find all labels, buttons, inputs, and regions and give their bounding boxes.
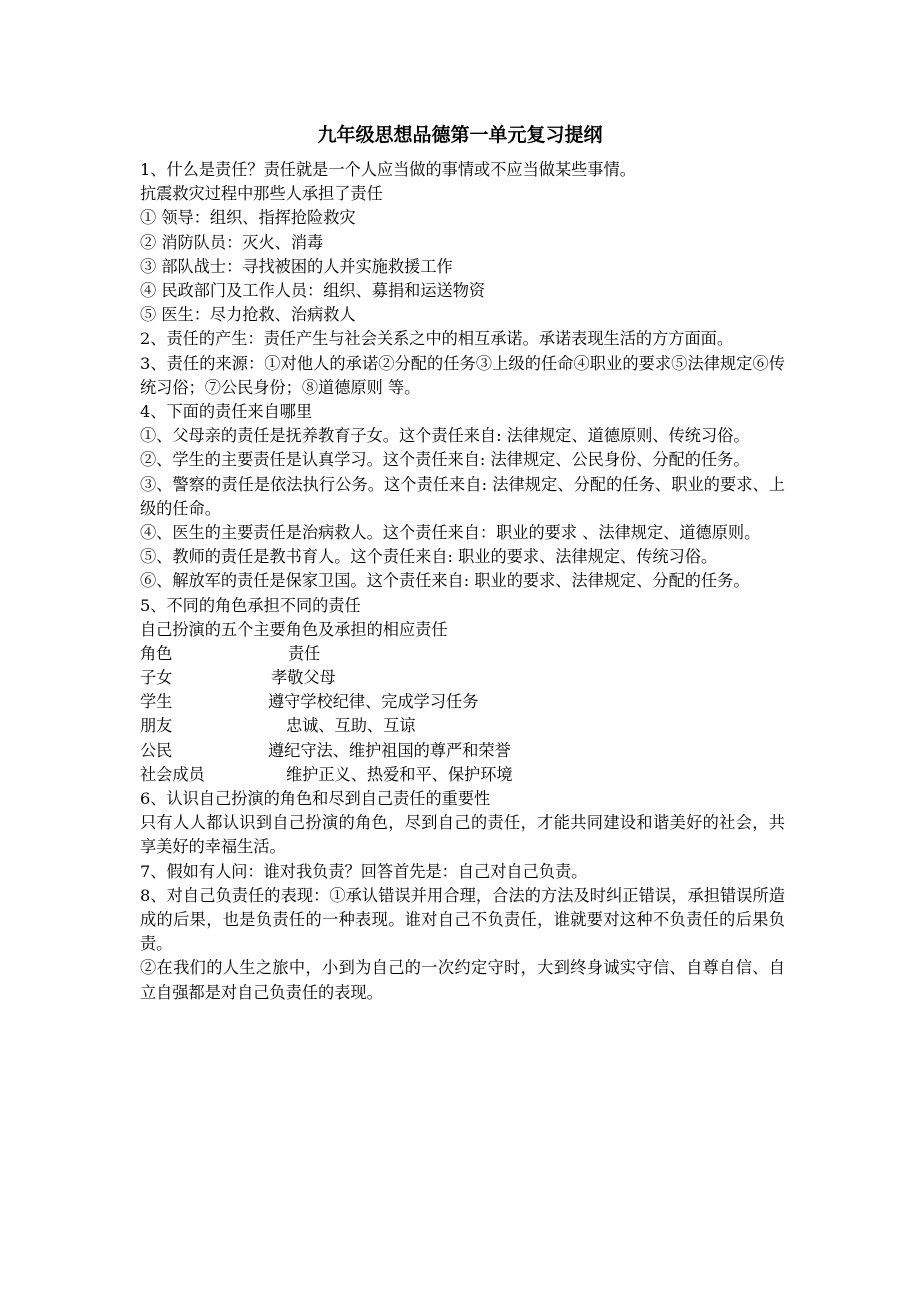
question-8-item: ②在我们的人生之旅中，小到为自己的一次约定守时，大到终身诚实守信、自尊自信、自立自强都是对自己负责任的表现。 xyxy=(140,958,785,1002)
question-4-item: ⑤、教师的责任是教书育人。这个责任来自: 职业的要求、法律规定、传统习俗。 xyxy=(140,547,718,567)
duty-cell: 遵纪守法、维护祖国的尊严和荣誉 xyxy=(268,740,511,760)
list-item: ③ 部队战士：寻找被困的人并实施救援工作 xyxy=(140,256,453,276)
question-4-item: ③、警察的责任是依法执行公务。这个责任来自: 法律规定、分配的任务、职业的要求、上级的任命。 xyxy=(140,474,785,518)
question-1: 1、什么是责任？责任就是一个人应当做的事情或不应当做某些事情。 xyxy=(140,160,636,179)
roles-header-row xyxy=(140,642,785,666)
table-row xyxy=(140,666,785,690)
table-row xyxy=(140,739,785,763)
question-4-item: ①、父母亲的责任是抚养教育子女。这个责任来自: 法律规定、道德原则、传统习俗。 xyxy=(140,426,750,446)
document-body xyxy=(140,158,785,1005)
list-item: ④ 民政部门及工作人员：组织、募捐和运送物资 xyxy=(140,280,486,300)
role-cell: 社会成员 xyxy=(140,764,205,784)
question-4-item: ⑥、解放军的责任是保家卫国。这个责任来自: 职业的要求、法律规定、分配的任务。 xyxy=(140,571,750,591)
question-6-text: 只有人人都认识到自己扮演的角色，尽到自己的责任，才能共同建设和谐美好的社会，共享美好的幸福生活。 xyxy=(140,813,785,857)
duty-header: 责任 xyxy=(288,643,321,663)
duty-cell: 维护正义、热爱和平、保护环境 xyxy=(286,764,513,784)
duty-cell: 遵守学校纪律、完成学习任务 xyxy=(268,692,479,712)
question-5: 5、不同的角色承担不同的责任 xyxy=(140,595,361,615)
table-row xyxy=(140,763,785,787)
role-cell: 子女 xyxy=(140,668,173,688)
question-6: 6、认识自己扮演的角色和尽到自己责任的重要性 xyxy=(140,789,491,809)
question-4: 4、下面的责任来自哪里 xyxy=(140,401,313,421)
role-header: 角色 xyxy=(140,643,173,663)
question-4-item: ④、医生的主要责任是治病救人。这个责任来自：职业的要求 、法律规定、道德原则。 xyxy=(140,522,761,542)
table-row xyxy=(140,690,785,714)
role-cell: 公民 xyxy=(140,740,173,760)
duty-cell: 孝敬父母 xyxy=(271,668,336,688)
list-item: ② 消防队员：灭火、消毒 xyxy=(140,232,324,252)
table-row xyxy=(140,714,785,738)
role-cell: 朋友 xyxy=(140,716,173,736)
question-1-sub: 抗震救灾过程中那些人承担了责任 xyxy=(140,184,383,204)
question-7: 7、假如有人问：谁对我负责？回答首先是：自己对自己负责。 xyxy=(140,861,588,881)
question-2: 2、责任的产生：责任产生与社会关系之中的相互承诺。承诺表现生活的方方面面。 xyxy=(140,329,734,349)
roles-table xyxy=(140,642,785,787)
list-item: ⑤ 医生：尽力抢救、治病救人 xyxy=(140,305,356,325)
question-5-sub: 自己扮演的五个主要角色及承担的相应责任 xyxy=(140,619,448,639)
role-cell: 学生 xyxy=(140,692,173,712)
document-title: 九年级思想品德第一单元复习提纲 xyxy=(317,124,603,146)
list-item: ① 领导：组织、指挥抢险救灾 xyxy=(140,208,356,228)
question-3: 3、责任的来源：①对他人的承诺②分配的任务③上级的任命④职业的要求⑤法律规定⑥传统习俗；⑦公民身份；⑧道德原则 等。 xyxy=(140,353,785,397)
duty-cell: 忠诚、互助、互谅 xyxy=(286,716,416,736)
question-4-item: ②、学生的主要责任是认真学习。这个责任来自: 法律规定、公民身份、分配的任务。 xyxy=(140,450,750,470)
question-8: 8、对自己负责任的表现：①承认错误并用合理，合法的方法及时纠正错误，承担错误所造成的后果，也是负责任的一种表现。谁对自己不负责任，谁就要对这种不负责任的后果负责。 xyxy=(140,885,785,954)
